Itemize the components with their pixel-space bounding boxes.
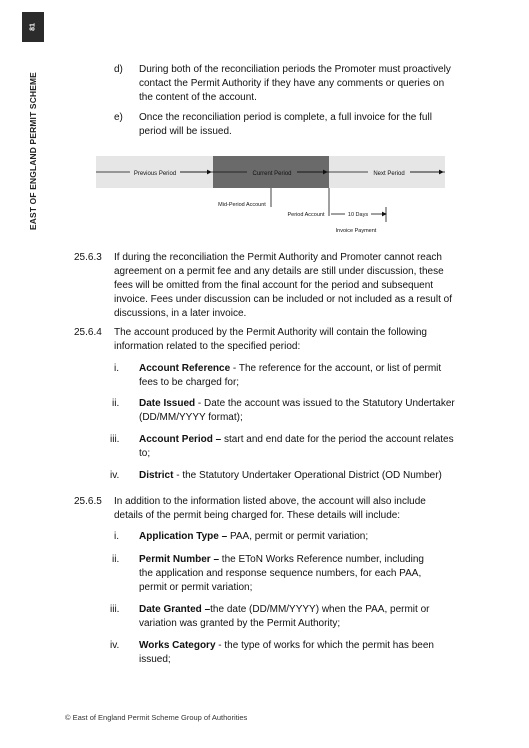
- footer-copyright: © East of England Permit Scheme Group of Authorities: [65, 713, 248, 722]
- period-account-label: Period Account: [287, 212, 325, 218]
- list-item-term: Account Reference: [139, 363, 231, 374]
- list-item: [139, 433, 457, 461]
- list-item-text: the date (DD/MM/YYYY) when the PAA, permit or variation was granted by the Permit Authority;: [139, 604, 430, 629]
- list-item-text: - Date the account was issued to the Statutory Undertaker (DD/MM/YYYY format);: [139, 398, 455, 423]
- list-item-text: - The reference for the account, or list of permit fees to be charged for;: [139, 363, 442, 388]
- list-item-text: start and end date for the period the account relates to;: [139, 434, 454, 459]
- list-marker: iii.: [110, 604, 120, 615]
- ten-days-label: 10 Days: [347, 212, 369, 218]
- invoice-payment-label: Invoice Payment: [335, 228, 377, 234]
- list-marker: i.: [114, 531, 119, 542]
- list-item-term: Works Category: [139, 640, 216, 651]
- list-item: [139, 553, 439, 595]
- section-number-2564: 25.6.4: [74, 327, 102, 338]
- section-text-2565: In addition to the information listed above, the account will also include details of the permit being charged for. These details will include:: [114, 496, 426, 521]
- list-item-term: Date Granted –: [139, 604, 211, 615]
- list-item-text: the EToN Works Reference number, including the application and response sequence numbers, for each PAA, permit or permit variation;: [139, 554, 424, 593]
- item-marker-d: d): [114, 64, 123, 75]
- list-marker: ii.: [112, 554, 120, 565]
- list-marker: i.: [114, 363, 119, 374]
- item-marker-e: e): [114, 112, 123, 123]
- item-text-e: Once the reconciliation period is complete, a full invoice for the full period will be issued.: [139, 112, 432, 137]
- list-marker: iv.: [110, 640, 120, 651]
- list-item-term: Application Type –: [139, 531, 228, 542]
- page-number-tab: [22, 12, 44, 42]
- list-marker: iv.: [110, 470, 120, 481]
- list-item: [139, 530, 457, 544]
- list-item-term: Permit Number –: [139, 554, 220, 565]
- list-item-term: Account Period –: [139, 434, 222, 445]
- section-number-2563: 25.6.3: [74, 252, 102, 263]
- list-item-term: Date Issued: [139, 398, 196, 409]
- item-text-d: During both of the reconciliation periods the Promoter must proactively contact the Permit Authority if they have any comments or queries on the content of the account.: [139, 64, 451, 103]
- reconciliation-timeline-diagram: [0, 150, 529, 240]
- list-item: [139, 362, 455, 390]
- list-item: [139, 603, 439, 631]
- side-title-text: EAST OF ENGLAND PERMIT SCHEME: [28, 72, 38, 230]
- list-marker: ii.: [112, 398, 120, 409]
- list-item: [139, 397, 457, 425]
- list-marker: iii.: [110, 434, 120, 445]
- page-number: 81: [29, 23, 37, 31]
- list-item-text: - the type of works for which the permit has been issued;: [139, 640, 434, 665]
- list-item-term: District: [139, 470, 174, 481]
- section-number-2565: 25.6.5: [74, 496, 102, 507]
- section-text-2563: If during the reconciliation the Permit Authority and Promoter cannot reach agreement on a permit fee and any details are still under discussion, these fees will be omitted from the final account for the period and subsequent invoice. Fees under discussion can be included or not included as a result of discussions, in a later invoice.: [114, 252, 452, 319]
- section-text-2564: The account produced by the Permit Authority will contain the following information related to the specified period:: [114, 327, 427, 352]
- mid-period-account-label: Mid-Period Account: [218, 202, 266, 208]
- previous-period-label: Previous Period: [133, 171, 177, 177]
- list-item: [139, 469, 457, 483]
- list-item-text: PAA, permit or permit variation;: [227, 531, 369, 542]
- next-period-label: Next Period: [373, 171, 405, 177]
- current-period-label: Current Period: [252, 171, 292, 177]
- list-item-text: - the Statutory Undertaker Operational District (OD Number): [173, 470, 442, 481]
- list-item: [139, 639, 439, 667]
